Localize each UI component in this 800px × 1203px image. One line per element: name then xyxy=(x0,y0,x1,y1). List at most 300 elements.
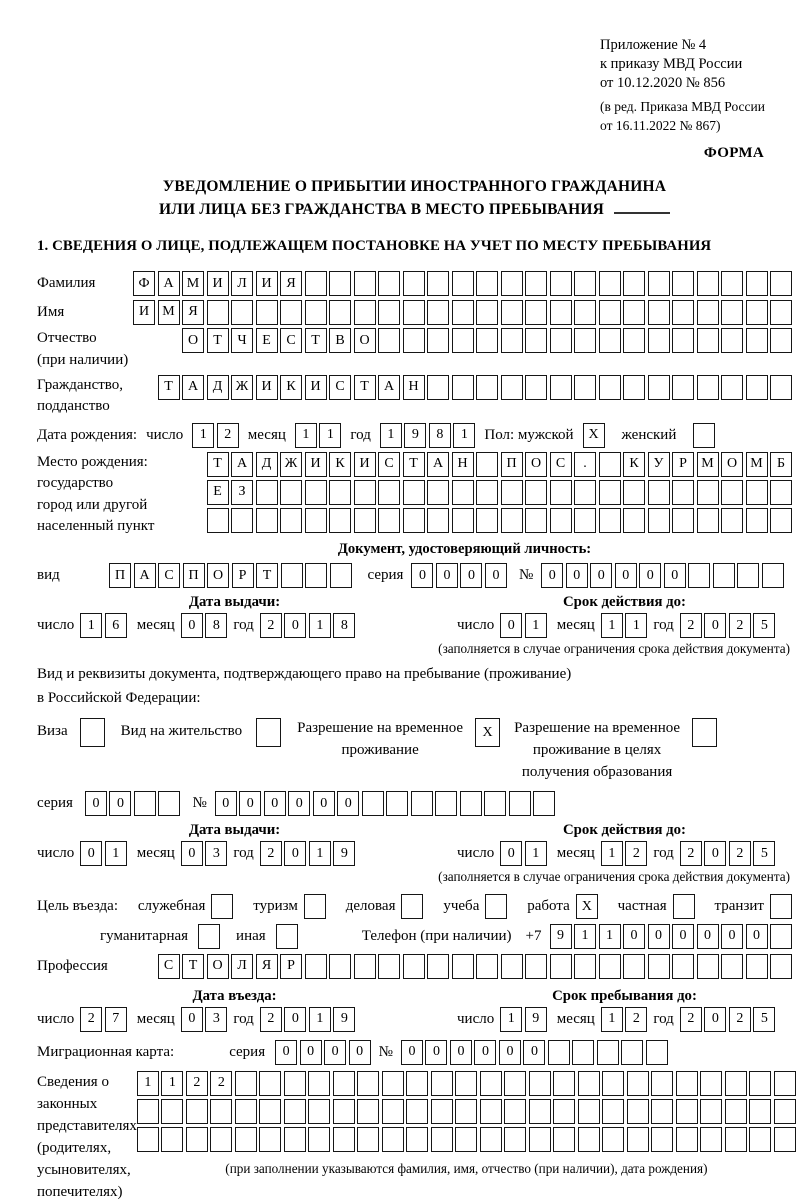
char-cell[interactable]: 1 xyxy=(309,1007,331,1032)
char-cell[interactable] xyxy=(550,954,572,979)
purpose-private-checkbox[interactable] xyxy=(673,894,695,919)
char-cell[interactable] xyxy=(721,271,743,296)
char-cell[interactable]: 0 xyxy=(623,924,645,949)
char-cell[interactable] xyxy=(284,1099,306,1124)
char-cell[interactable] xyxy=(525,300,547,325)
char-cell[interactable] xyxy=(386,791,408,816)
char-cell[interactable] xyxy=(646,1040,668,1065)
birth-day-cells[interactable] xyxy=(192,423,239,448)
char-cell[interactable] xyxy=(550,271,572,296)
char-cell[interactable]: С xyxy=(550,452,572,477)
char-cell[interactable] xyxy=(431,1127,453,1152)
char-cell[interactable] xyxy=(627,1099,649,1124)
char-cell[interactable]: М xyxy=(182,271,204,296)
char-cell[interactable]: 1 xyxy=(601,1007,623,1032)
representatives-cells-row2[interactable] xyxy=(137,1099,796,1124)
char-cell[interactable] xyxy=(382,1099,404,1124)
char-cell[interactable]: 0 xyxy=(425,1040,447,1065)
char-cell[interactable] xyxy=(746,328,768,353)
char-cell[interactable]: 0 xyxy=(300,1040,322,1065)
char-cell[interactable]: С xyxy=(158,563,180,588)
char-cell[interactable] xyxy=(550,375,572,400)
char-cell[interactable]: 1 xyxy=(309,613,331,638)
char-cell[interactable] xyxy=(427,328,449,353)
char-cell[interactable] xyxy=(602,1071,624,1096)
char-cell[interactable] xyxy=(403,480,425,505)
char-cell[interactable]: Я xyxy=(182,300,204,325)
char-cell[interactable] xyxy=(329,271,351,296)
firstname-cells[interactable] xyxy=(133,300,792,325)
char-cell[interactable]: С xyxy=(378,452,400,477)
char-cell[interactable] xyxy=(648,300,670,325)
char-cell[interactable] xyxy=(452,480,474,505)
char-cell[interactable]: О xyxy=(721,452,743,477)
char-cell[interactable] xyxy=(550,300,572,325)
char-cell[interactable] xyxy=(333,1071,355,1096)
char-cell[interactable] xyxy=(403,300,425,325)
char-cell[interactable] xyxy=(746,480,768,505)
char-cell[interactable]: 2 xyxy=(729,1007,751,1032)
char-cell[interactable] xyxy=(672,375,694,400)
char-cell[interactable]: Ф xyxy=(133,271,155,296)
char-cell[interactable] xyxy=(725,1071,747,1096)
char-cell[interactable] xyxy=(281,563,303,588)
char-cell[interactable] xyxy=(672,271,694,296)
checkbox[interactable] xyxy=(80,718,105,747)
char-cell[interactable]: 0 xyxy=(275,1040,297,1065)
char-cell[interactable] xyxy=(599,271,621,296)
surname-cells[interactable] xyxy=(133,271,792,296)
char-cell[interactable] xyxy=(427,271,449,296)
char-cell[interactable]: . xyxy=(574,452,596,477)
char-cell[interactable]: 0 xyxy=(284,1007,306,1032)
id-doc-series-cells[interactable] xyxy=(411,563,507,588)
id-doc-number-cells[interactable] xyxy=(541,563,784,588)
char-cell[interactable]: Р xyxy=(232,563,254,588)
stay-until-year-cells[interactable] xyxy=(680,1007,776,1032)
char-cell[interactable]: 0 xyxy=(485,563,507,588)
char-cell[interactable] xyxy=(476,954,498,979)
char-cell[interactable] xyxy=(749,1127,771,1152)
char-cell[interactable] xyxy=(284,1071,306,1096)
char-cell[interactable]: 0 xyxy=(288,791,310,816)
checkbox[interactable] xyxy=(485,894,507,919)
char-cell[interactable] xyxy=(770,508,792,533)
char-cell[interactable]: Я xyxy=(256,954,278,979)
char-cell[interactable] xyxy=(774,1099,796,1124)
id-doc-kind-cells[interactable] xyxy=(109,563,352,588)
char-cell[interactable] xyxy=(672,480,694,505)
char-cell[interactable]: О xyxy=(207,954,229,979)
char-cell[interactable] xyxy=(357,1127,379,1152)
char-cell[interactable] xyxy=(427,954,449,979)
id-doc-issue-day-cells[interactable] xyxy=(80,613,127,638)
char-cell[interactable] xyxy=(676,1127,698,1152)
id-doc-expiry-year-cells[interactable] xyxy=(680,613,776,638)
entry-year-cells[interactable] xyxy=(260,1007,356,1032)
char-cell[interactable]: 0 xyxy=(566,563,588,588)
char-cell[interactable] xyxy=(504,1099,526,1124)
char-cell[interactable]: 2 xyxy=(680,1007,702,1032)
char-cell[interactable] xyxy=(137,1127,159,1152)
char-cell[interactable] xyxy=(308,1071,330,1096)
char-cell[interactable] xyxy=(550,328,572,353)
char-cell[interactable] xyxy=(501,328,523,353)
stay-doc-issue-year-cells[interactable] xyxy=(260,841,356,866)
char-cell[interactable] xyxy=(721,328,743,353)
char-cell[interactable] xyxy=(357,1071,379,1096)
char-cell[interactable]: 1 xyxy=(601,841,623,866)
char-cell[interactable] xyxy=(207,300,229,325)
char-cell[interactable]: 1 xyxy=(599,924,621,949)
char-cell[interactable]: А xyxy=(427,452,449,477)
char-cell[interactable]: 0 xyxy=(590,563,612,588)
char-cell[interactable] xyxy=(455,1127,477,1152)
migration-card-number-cells[interactable] xyxy=(401,1040,668,1065)
char-cell[interactable]: 0 xyxy=(499,1040,521,1065)
char-cell[interactable] xyxy=(480,1099,502,1124)
char-cell[interactable] xyxy=(697,300,719,325)
char-cell[interactable] xyxy=(378,508,400,533)
char-cell[interactable]: 0 xyxy=(264,791,286,816)
char-cell[interactable]: 1 xyxy=(453,423,475,448)
char-cell[interactable] xyxy=(697,271,719,296)
char-cell[interactable]: О xyxy=(182,328,204,353)
char-cell[interactable]: 0 xyxy=(436,563,458,588)
char-cell[interactable] xyxy=(623,300,645,325)
char-cell[interactable] xyxy=(501,508,523,533)
char-cell[interactable]: П xyxy=(183,563,205,588)
char-cell[interactable]: 9 xyxy=(404,423,426,448)
char-cell[interactable]: 3 xyxy=(205,841,227,866)
char-cell[interactable] xyxy=(746,508,768,533)
char-cell[interactable]: 1 xyxy=(319,423,341,448)
char-cell[interactable]: 5 xyxy=(753,1007,775,1032)
char-cell[interactable] xyxy=(280,300,302,325)
checkbox[interactable] xyxy=(198,924,220,949)
char-cell[interactable]: Е xyxy=(256,328,278,353)
stay-doc-issue-day-cells[interactable] xyxy=(80,841,127,866)
char-cell[interactable]: 0 xyxy=(460,563,482,588)
char-cell[interactable]: 1 xyxy=(295,423,317,448)
char-cell[interactable] xyxy=(452,328,474,353)
char-cell[interactable] xyxy=(623,271,645,296)
char-cell[interactable] xyxy=(721,300,743,325)
char-cell[interactable]: 0 xyxy=(615,563,637,588)
char-cell[interactable] xyxy=(533,791,555,816)
char-cell[interactable] xyxy=(280,480,302,505)
char-cell[interactable] xyxy=(354,954,376,979)
char-cell[interactable]: М xyxy=(746,452,768,477)
char-cell[interactable] xyxy=(648,375,670,400)
char-cell[interactable] xyxy=(623,328,645,353)
char-cell[interactable] xyxy=(231,300,253,325)
char-cell[interactable]: 0 xyxy=(639,563,661,588)
residence-permit-checkbox[interactable] xyxy=(256,718,281,747)
char-cell[interactable] xyxy=(672,300,694,325)
char-cell[interactable]: С xyxy=(158,954,180,979)
char-cell[interactable]: 1 xyxy=(80,613,102,638)
char-cell[interactable]: 1 xyxy=(525,841,547,866)
char-cell[interactable] xyxy=(382,1071,404,1096)
char-cell[interactable] xyxy=(378,954,400,979)
id-doc-issue-year-cells[interactable] xyxy=(260,613,356,638)
char-cell[interactable] xyxy=(308,1127,330,1152)
char-cell[interactable] xyxy=(280,508,302,533)
char-cell[interactable] xyxy=(452,300,474,325)
char-cell[interactable]: 8 xyxy=(429,423,451,448)
char-cell[interactable] xyxy=(354,300,376,325)
stay-doc-issue-month-cells[interactable] xyxy=(181,841,228,866)
char-cell[interactable] xyxy=(553,1099,575,1124)
char-cell[interactable] xyxy=(697,508,719,533)
char-cell[interactable] xyxy=(476,375,498,400)
char-cell[interactable] xyxy=(362,791,384,816)
char-cell[interactable] xyxy=(574,480,596,505)
char-cell[interactable] xyxy=(476,508,498,533)
purpose-tourism-checkbox[interactable] xyxy=(304,894,326,919)
char-cell[interactable]: 0 xyxy=(109,791,131,816)
char-cell[interactable] xyxy=(746,375,768,400)
char-cell[interactable]: Ж xyxy=(231,375,253,400)
id-doc-expiry-month-cells[interactable] xyxy=(601,613,648,638)
char-cell[interactable] xyxy=(480,1071,502,1096)
char-cell[interactable] xyxy=(427,375,449,400)
char-cell[interactable] xyxy=(476,480,498,505)
char-cell[interactable] xyxy=(623,375,645,400)
char-cell[interactable]: Т xyxy=(207,452,229,477)
char-cell[interactable]: 1 xyxy=(625,613,647,638)
char-cell[interactable] xyxy=(186,1099,208,1124)
char-cell[interactable] xyxy=(509,791,531,816)
char-cell[interactable] xyxy=(452,954,474,979)
char-cell[interactable] xyxy=(697,954,719,979)
char-cell[interactable] xyxy=(672,328,694,353)
char-cell[interactable] xyxy=(134,791,156,816)
char-cell[interactable]: И xyxy=(133,300,155,325)
char-cell[interactable] xyxy=(525,508,547,533)
char-cell[interactable]: 8 xyxy=(205,613,227,638)
char-cell[interactable] xyxy=(210,1127,232,1152)
char-cell[interactable]: 2 xyxy=(260,613,282,638)
purpose-official-checkbox[interactable] xyxy=(211,894,233,919)
sex-female-checkbox[interactable] xyxy=(693,423,715,448)
char-cell[interactable] xyxy=(525,954,547,979)
char-cell[interactable] xyxy=(725,1099,747,1124)
char-cell[interactable] xyxy=(406,1071,428,1096)
char-cell[interactable] xyxy=(158,791,180,816)
citizenship-cells[interactable] xyxy=(158,375,793,400)
char-cell[interactable]: 1 xyxy=(500,1007,522,1032)
stay-doc-expiry-month-cells[interactable] xyxy=(601,841,648,866)
char-cell[interactable]: 0 xyxy=(181,841,203,866)
char-cell[interactable]: Р xyxy=(280,954,302,979)
char-cell[interactable] xyxy=(651,1099,673,1124)
char-cell[interactable] xyxy=(770,271,792,296)
char-cell[interactable]: 2 xyxy=(729,841,751,866)
char-cell[interactable]: 2 xyxy=(186,1071,208,1096)
char-cell[interactable]: 1 xyxy=(601,613,623,638)
char-cell[interactable]: 0 xyxy=(648,924,670,949)
char-cell[interactable]: 2 xyxy=(680,841,702,866)
char-cell[interactable] xyxy=(713,563,735,588)
char-cell[interactable]: Т xyxy=(158,375,180,400)
checkbox[interactable] xyxy=(211,894,233,919)
char-cell[interactable] xyxy=(403,954,425,979)
representatives-cells-row3[interactable] xyxy=(137,1127,796,1152)
char-cell[interactable] xyxy=(550,480,572,505)
char-cell[interactable] xyxy=(623,508,645,533)
char-cell[interactable] xyxy=(455,1071,477,1096)
entry-day-cells[interactable] xyxy=(80,1007,127,1032)
char-cell[interactable]: 0 xyxy=(697,924,719,949)
profession-cells[interactable] xyxy=(158,954,793,979)
char-cell[interactable] xyxy=(721,375,743,400)
char-cell[interactable]: 1 xyxy=(309,841,331,866)
char-cell[interactable]: 0 xyxy=(324,1040,346,1065)
char-cell[interactable]: 9 xyxy=(550,924,572,949)
char-cell[interactable] xyxy=(578,1099,600,1124)
char-cell[interactable]: 9 xyxy=(525,1007,547,1032)
char-cell[interactable] xyxy=(572,1040,594,1065)
char-cell[interactable] xyxy=(329,954,351,979)
char-cell[interactable] xyxy=(529,1127,551,1152)
patronymic-cells[interactable] xyxy=(182,328,792,353)
char-cell[interactable] xyxy=(676,1099,698,1124)
char-cell[interactable] xyxy=(648,508,670,533)
visa-checkbox[interactable] xyxy=(80,718,105,747)
char-cell[interactable]: Ч xyxy=(231,328,253,353)
char-cell[interactable]: 0 xyxy=(523,1040,545,1065)
char-cell[interactable]: 5 xyxy=(753,613,775,638)
char-cell[interactable] xyxy=(305,508,327,533)
purpose-transit-checkbox[interactable] xyxy=(770,894,792,919)
char-cell[interactable] xyxy=(207,508,229,533)
char-cell[interactable]: 0 xyxy=(704,841,726,866)
char-cell[interactable]: 0 xyxy=(401,1040,423,1065)
char-cell[interactable] xyxy=(574,300,596,325)
char-cell[interactable] xyxy=(749,1071,771,1096)
char-cell[interactable]: Д xyxy=(256,452,278,477)
char-cell[interactable]: 1 xyxy=(105,841,127,866)
char-cell[interactable]: 8 xyxy=(333,613,355,638)
char-cell[interactable] xyxy=(550,508,572,533)
char-cell[interactable]: 0 xyxy=(284,613,306,638)
checkbox[interactable] xyxy=(401,894,423,919)
char-cell[interactable] xyxy=(548,1040,570,1065)
char-cell[interactable] xyxy=(406,1127,428,1152)
char-cell[interactable] xyxy=(627,1071,649,1096)
char-cell[interactable]: 0 xyxy=(664,563,686,588)
char-cell[interactable] xyxy=(427,480,449,505)
char-cell[interactable] xyxy=(599,954,621,979)
char-cell[interactable] xyxy=(504,1127,526,1152)
char-cell[interactable] xyxy=(403,271,425,296)
char-cell[interactable] xyxy=(256,300,278,325)
char-cell[interactable]: 7 xyxy=(105,1007,127,1032)
stay-until-day-cells[interactable] xyxy=(500,1007,547,1032)
char-cell[interactable] xyxy=(627,1127,649,1152)
char-cell[interactable] xyxy=(406,1099,428,1124)
char-cell[interactable] xyxy=(700,1099,722,1124)
char-cell[interactable] xyxy=(501,271,523,296)
char-cell[interactable]: 1 xyxy=(192,423,214,448)
char-cell[interactable] xyxy=(529,1071,551,1096)
char-cell[interactable] xyxy=(648,954,670,979)
char-cell[interactable]: О xyxy=(525,452,547,477)
char-cell[interactable] xyxy=(484,791,506,816)
stay-doc-expiry-year-cells[interactable] xyxy=(680,841,776,866)
char-cell[interactable] xyxy=(259,1127,281,1152)
char-cell[interactable] xyxy=(770,954,792,979)
char-cell[interactable] xyxy=(256,508,278,533)
char-cell[interactable] xyxy=(621,1040,643,1065)
char-cell[interactable] xyxy=(700,1071,722,1096)
char-cell[interactable] xyxy=(501,375,523,400)
char-cell[interactable]: И xyxy=(305,452,327,477)
char-cell[interactable]: 0 xyxy=(704,1007,726,1032)
char-cell[interactable]: 1 xyxy=(574,924,596,949)
char-cell[interactable]: 1 xyxy=(137,1071,159,1096)
stay-doc-number-cells[interactable] xyxy=(215,791,556,816)
char-cell[interactable]: М xyxy=(158,300,180,325)
char-cell[interactable]: З xyxy=(231,480,253,505)
char-cell[interactable] xyxy=(599,328,621,353)
char-cell[interactable] xyxy=(161,1127,183,1152)
birth-place-cells-row3[interactable] xyxy=(207,508,793,533)
char-cell[interactable] xyxy=(427,300,449,325)
char-cell[interactable]: 0 xyxy=(80,841,102,866)
char-cell[interactable] xyxy=(672,508,694,533)
checkbox[interactable] xyxy=(693,423,715,448)
char-cell[interactable] xyxy=(210,1099,232,1124)
char-cell[interactable] xyxy=(480,1127,502,1152)
checkbox[interactable] xyxy=(692,718,717,747)
char-cell[interactable] xyxy=(574,271,596,296)
char-cell[interactable]: О xyxy=(354,328,376,353)
char-cell[interactable]: 0 xyxy=(85,791,107,816)
checkbox[interactable]: X xyxy=(576,894,598,919)
char-cell[interactable] xyxy=(525,328,547,353)
char-cell[interactable] xyxy=(403,508,425,533)
char-cell[interactable] xyxy=(403,328,425,353)
stay-until-month-cells[interactable] xyxy=(601,1007,648,1032)
char-cell[interactable] xyxy=(770,480,792,505)
char-cell[interactable]: А xyxy=(134,563,156,588)
char-cell[interactable]: Т xyxy=(207,328,229,353)
char-cell[interactable] xyxy=(231,508,253,533)
char-cell[interactable] xyxy=(599,300,621,325)
char-cell[interactable] xyxy=(329,300,351,325)
char-cell[interactable] xyxy=(284,1127,306,1152)
char-cell[interactable]: 2 xyxy=(729,613,751,638)
char-cell[interactable]: 9 xyxy=(333,1007,355,1032)
char-cell[interactable]: Л xyxy=(231,954,253,979)
purpose-study-checkbox[interactable] xyxy=(485,894,507,919)
id-doc-issue-month-cells[interactable] xyxy=(181,613,228,638)
checkbox[interactable] xyxy=(304,894,326,919)
char-cell[interactable] xyxy=(476,271,498,296)
char-cell[interactable]: 0 xyxy=(215,791,237,816)
char-cell[interactable] xyxy=(354,480,376,505)
char-cell[interactable] xyxy=(452,271,474,296)
char-cell[interactable]: К xyxy=(329,452,351,477)
char-cell[interactable]: 9 xyxy=(333,841,355,866)
char-cell[interactable]: 2 xyxy=(680,613,702,638)
char-cell[interactable]: Т xyxy=(305,328,327,353)
char-cell[interactable] xyxy=(746,271,768,296)
char-cell[interactable]: 0 xyxy=(181,1007,203,1032)
